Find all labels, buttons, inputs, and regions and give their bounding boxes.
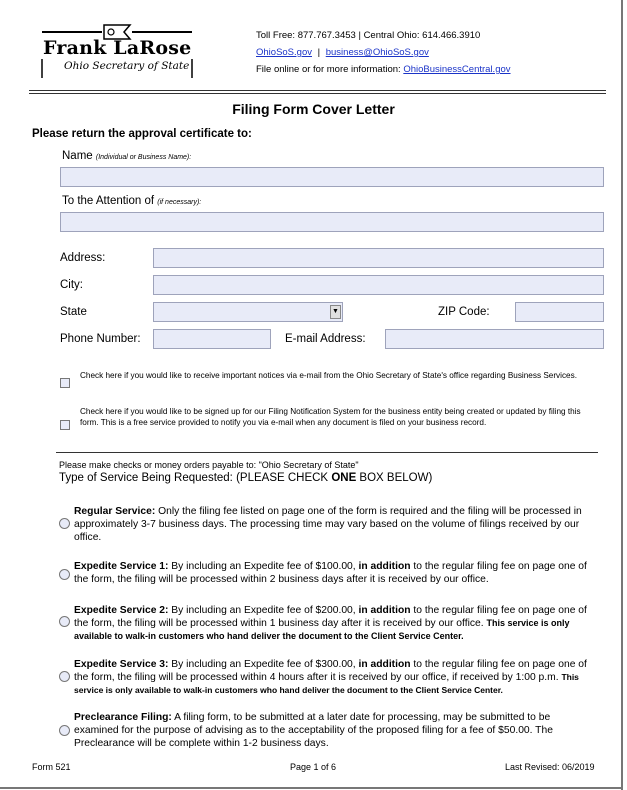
service-desc: By including an Expedite fee of $200.00, [168,605,359,616]
service-desc-cont: to the regular filing fee on page one of the form, the filing will be processed within 2 business days after it is received by our office. [74,561,587,585]
service-heading-pre: Type of Service Being Requested: (PLEASE CHECK [59,472,332,484]
form-number: Form 521 [32,762,71,772]
name-hint: (Individual or Business Name): [95,154,192,161]
chevron-down-icon[interactable]: ▼ [330,305,341,319]
service-note: This service is only available to walk-in customers who hand deliver the document to the Client Service Center. [74,618,570,641]
regular-service-radio[interactable] [59,518,70,529]
attention-label [62,195,201,207]
logo-subtitle: Ohio Secretary of State [64,60,190,72]
page-frame-right [621,0,623,790]
contact-links [256,47,429,58]
preclearance-radio[interactable] [59,725,70,736]
name-label [62,150,191,162]
state-dropdown[interactable] [153,302,343,322]
name-label-text: Name [62,150,93,162]
page-frame-bottom [0,787,623,789]
attention-field[interactable] [60,212,604,232]
email-notices-text: Check here if you would like to receive important notices via e-mail from the Ohio Secretary of State's office regarding Business Services. [80,371,577,380]
expedite2-text [74,604,590,643]
email-link[interactable]: business@OhioSoS.gov [325,47,429,58]
payable-note: Please make checks or money orders payable to: "Ohio Secretary of State" [59,460,359,470]
expedite3-radio[interactable] [59,671,70,682]
service-desc: By including an Expedite fee of $100.00, [168,561,359,572]
logo-name: Frank LaRose [43,37,192,59]
service-title: Expedite Service 1: [74,561,169,572]
service-heading-one: ONE [331,472,357,484]
service-emphasis: in addition [358,605,411,616]
zip-field[interactable] [515,302,604,322]
expedite2-radio[interactable] [59,616,70,627]
last-revised: Last Revised: 06/2019 [505,762,595,772]
attention-label-text: To the Attention of [62,195,155,207]
service-desc: Only the filing fee listed on page one of the form is required and the filing will be processed in approximately 3-7 business days. The processing time may vary based on the volume of filings received by our office. [74,506,582,543]
page-title: Filing Form Cover Letter [232,101,395,117]
phone-label: Phone Number: [60,333,141,345]
address-label: Address: [60,252,106,264]
expedite1-radio[interactable] [59,569,70,580]
service-desc-cont: to the regular filing fee on page one of the form, the filing will be processed within 1 business day after it is received by our office. [74,605,587,629]
service-desc: A filing form, to be submitted at a later date for processing, may be submitted to be examined for the purpose of advising as to the acceptability of the proposed filing for a fee of $50.00. The Preclearance will be complete within 1-2 business days. [74,712,553,749]
service-title: Expedite Service 2: [74,605,169,616]
phone-field[interactable] [153,329,271,349]
city-field[interactable] [153,275,604,295]
email-label: E-mail Address: [285,333,366,345]
site-link[interactable]: OhioSoS.gov [256,47,312,58]
page-number: Page 1 of 6 [290,762,337,772]
expedite1-text [74,560,590,586]
filing-notification-checkbox[interactable] [60,420,70,430]
service-heading-post: BOX BELOW) [356,472,433,484]
header-rule-bottom [29,93,606,94]
header-rule-top [29,90,606,91]
business-central-link[interactable]: OhioBusinessCentral.gov [403,64,511,75]
service-emphasis: in addition [358,659,411,670]
return-subtitle: Please return the approval certificate to: [32,128,252,140]
address-field[interactable] [153,248,604,268]
service-title: Regular Service: [74,506,156,517]
contact-phones: Toll Free: 877.767.3453 | Central Ohio: 614.466.3910 [256,30,481,41]
service-title: Expedite Service 3: [74,659,169,670]
email-address-field[interactable] [385,329,604,349]
service-heading [59,472,432,484]
service-desc: By including an Expedite fee of $300.00, [168,659,359,670]
email-notices-checkbox[interactable] [60,378,70,388]
service-title: Preclearance Filing: [74,712,172,723]
online-prefix: File online or for more information: [256,64,404,75]
section-divider [56,452,598,453]
service-desc-cont: to the regular filing fee on page one of the form, the filing will be processed within 4 hours after it is received by our office, if received by 1:00 p.m. [74,659,587,683]
state-label: State [60,306,87,318]
service-note: This service is only available to walk-in customers who hand deliver the document to the Client Service Center. [74,672,579,695]
name-field[interactable] [60,167,604,187]
filing-notification-text: Check here if you would like to be signed up for our Filing Notification System for the business entity being created or updated by filing this form. This is a free service provided to notify you via e-mail when any document is filed on your business record. [80,407,581,427]
link-separator: | [317,47,321,58]
service-emphasis: in addition [358,561,411,572]
contact-online [256,64,511,75]
zip-label: ZIP Code: [438,306,490,318]
regular-service-text [74,505,590,544]
expedite3-text [74,658,590,697]
sos-logo [38,22,196,80]
attention-hint: (if necessary): [157,199,202,206]
city-label: City: [60,279,83,291]
preclearance-text [74,711,590,750]
